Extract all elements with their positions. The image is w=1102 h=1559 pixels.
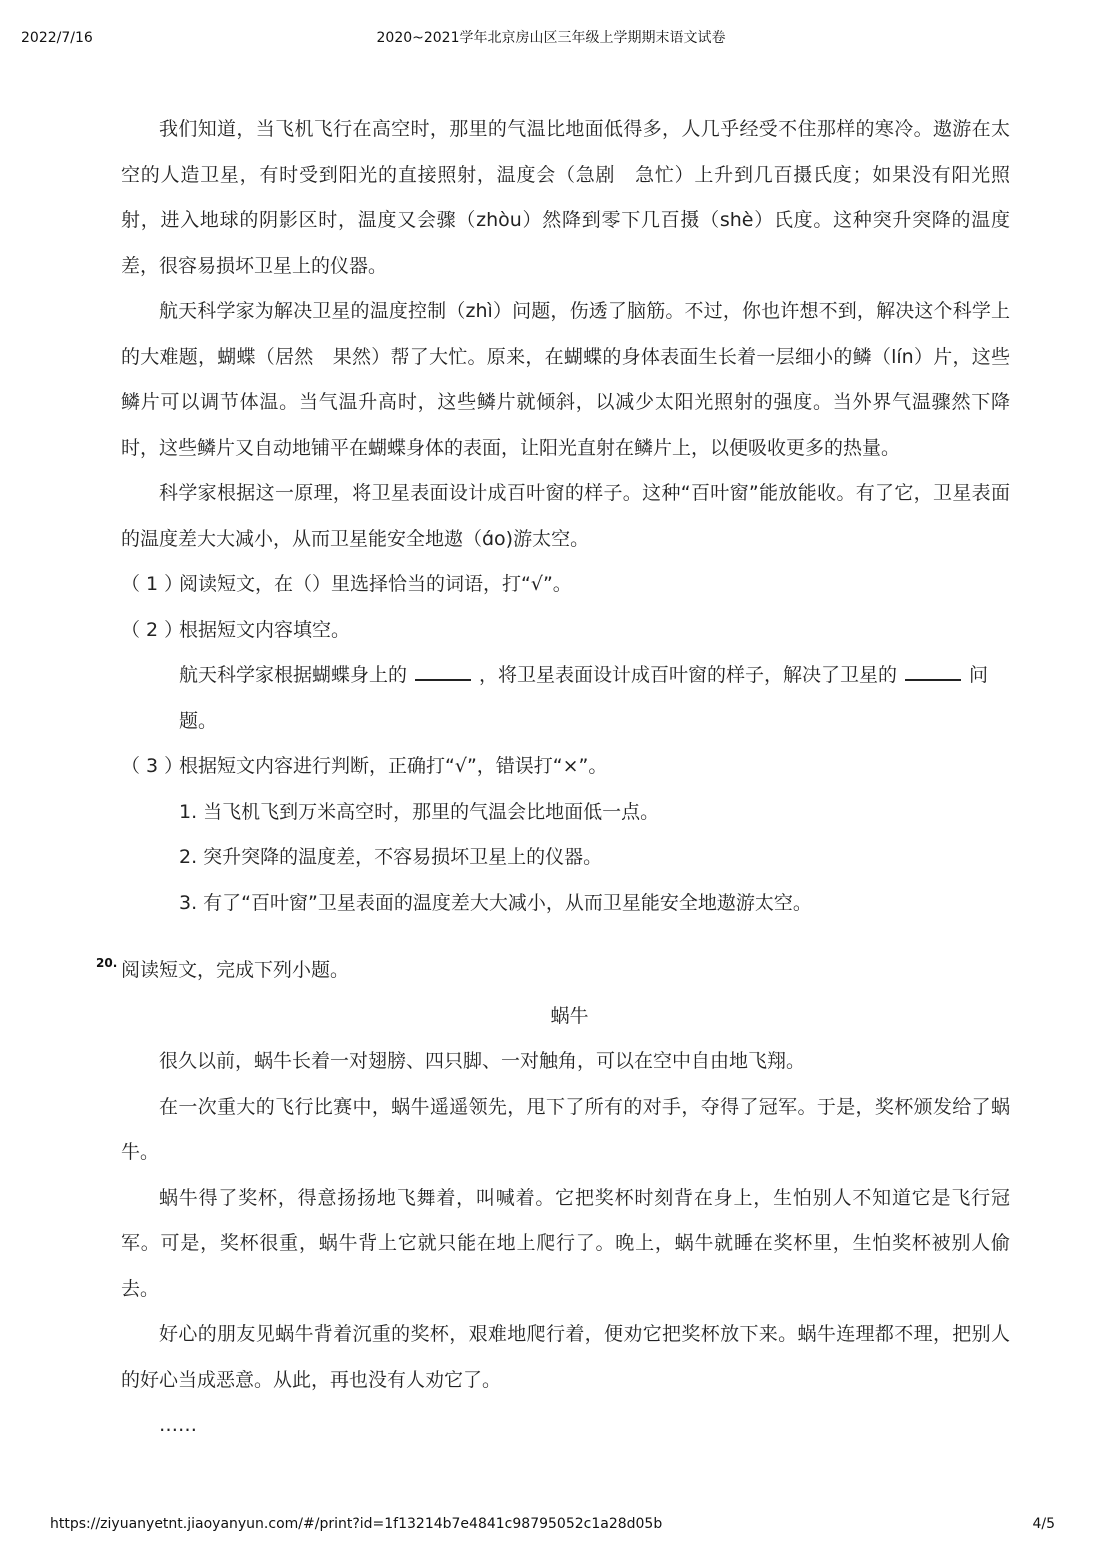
question-text: 根据短文内容填空。 xyxy=(179,618,351,641)
passage-title: 蜗牛 xyxy=(550,1004,589,1027)
paragraph: 科学家根据这一原理，将卫星表面设计成百叶窗的样子。这种“百叶窗”能放能收。有了它，卫星表面的温度差大大减小，从而卫星能安全地遨（ɑ́o)游太空。 xyxy=(121,482,1010,550)
judge-item: 2. 突升突降的温度差，不容易损坏卫星上的仪器。 xyxy=(179,846,603,868)
paragraph: 很久以前，蜗牛长着一对翅膀、四只脚、一对触角，可以在空中自由地飞翔。 xyxy=(159,1050,806,1072)
page-number: 4/5 xyxy=(1032,1516,1055,1532)
question-text: 阅读短文，在（）里选择恰当的词语，打“√”。 xyxy=(179,573,572,595)
ellipsis: …… xyxy=(159,1414,197,1436)
question-text: 根据短文内容进行判断，正确打“√”，错误打“×”。 xyxy=(179,755,608,777)
fill-text: ，将卫星表面设计成百叶窗的样子，解决了卫星的 xyxy=(479,664,898,686)
page-url: https://ziyuanyetnt.jiaoyanyun.com/#/print?id=1f13214b7e4841c98795052c1a28d05b xyxy=(50,1516,663,1532)
fill-text: 航天科学家根据蝴蝶身上的 xyxy=(179,664,408,686)
question-number: （ 3 ） xyxy=(121,755,184,777)
question-number: （ 2 ） xyxy=(121,618,184,641)
question-instruction: 阅读短文，完成下列小题。 xyxy=(121,959,350,981)
passage-20 xyxy=(121,948,1010,1449)
paragraph: 我们知道，当飞机飞行在高空时，那里的气温比地面低得多，人几乎经受不住那样的寒冷。遨游在太空的人造卫星，有时受到阳光的直接照射，温度会（急剧 急忙）上升到几百摄氏度；如果没有阳光照射，进入地球的阴影区时，温度又会骤（zhòu）然降到零下几百摄（shè）氏度。这种突升突降的温度差，很容易损坏卫星上的仪器。 xyxy=(121,118,1010,277)
paragraph: 蜗牛得了奖杯，得意扬扬地飞舞着，叫喊着。它把奖杯时刻背在身上，生怕别人不知道它是飞行冠军。可是，奖杯很重，蜗牛背上它就只能在地上爬行了。晚上，蜗牛就睡在奖杯里，生怕奖杯被别人偷去。 xyxy=(121,1186,1010,1300)
question-number: （ 1 ） xyxy=(121,573,184,595)
fill-in-sentence xyxy=(179,653,1010,744)
question-3 xyxy=(121,744,1010,790)
paragraph: 航天科学家为解决卫星的温度控制（zhì）问题，伤透了脑筋。不过，你也许想不到，解决这个科学上的大难题，蝴蝶（居然 果然）帮了大忙。原来，在蝴蝶的身体表面生长着一层细小的鳞（lín）片，这些鳞片可以调节体温。当气温升高时，这些鳞片就倾斜，以减少太阳光照射的强度。当外界气温骤然下降时，这些鳞片又自动地铺平在蝴蝶身体的表面，让阳光直射在鳞片上，以便吸收更多的热量。 xyxy=(121,300,1010,459)
fill-text: 问题。 xyxy=(179,664,989,732)
judge-item: 3. 有了“百叶窗”卫星表面的温度差大大减小，从而卫星能安全地遨游太空。 xyxy=(179,891,812,914)
document-title: 2020~2021学年北京房山区三年级上学期期末语文试卷 xyxy=(376,30,726,46)
print-date: 2022/7/16 xyxy=(21,30,93,46)
answer-blank[interactable] xyxy=(415,659,471,681)
judge-item: 1. 当飞机飞到万米高空时，那里的气温会比地面低一点。 xyxy=(179,800,660,823)
question-number-20: 20. xyxy=(96,956,118,970)
question-1 xyxy=(121,562,1010,608)
answer-blank[interactable] xyxy=(905,659,961,681)
paragraph: 在一次重大的飞行比赛中，蜗牛遥遥领先，甩下了所有的对手，夺得了冠军。于是，奖杯颁发给了蜗牛。 xyxy=(121,1095,1010,1163)
question-2 xyxy=(121,608,1010,654)
passage-19 xyxy=(121,107,1010,926)
paragraph: 好心的朋友见蜗牛背着沉重的奖杯，艰难地爬行着，便劝它把奖杯放下来。蜗牛连理都不理，把别人的好心当成恶意。从此，再也没有人劝它了。 xyxy=(121,1323,1010,1391)
